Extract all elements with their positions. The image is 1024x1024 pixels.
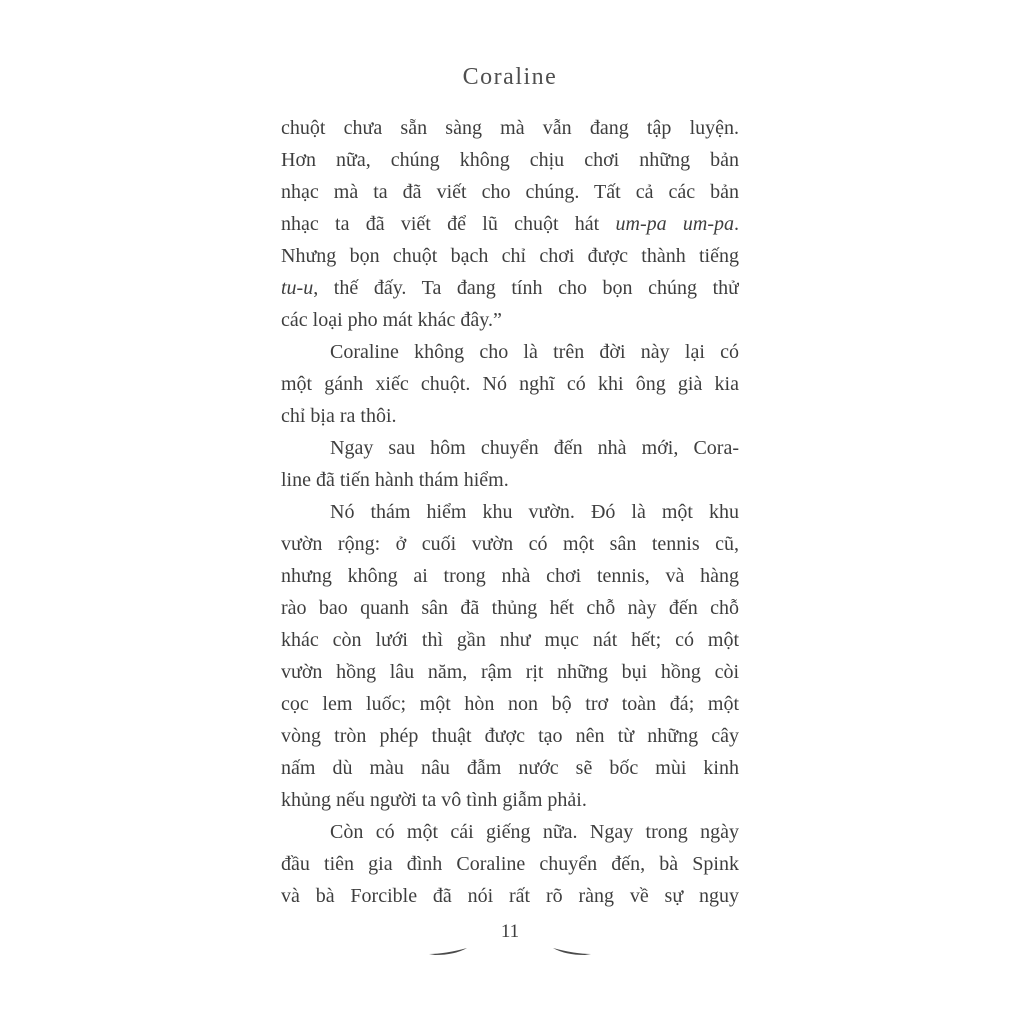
text-line: rào bao quanh sân đã thủng hết chỗ này đến chỗ (281, 597, 739, 619)
running-header: Coraline (462, 64, 558, 90)
text-line: nhạc ta đã viết để lũ chuột hát um-pa um-pa. (281, 213, 739, 235)
text-line: chỉ bịa ra thôi. (281, 405, 397, 427)
text-line: nhạc mà ta đã viết cho chúng. Tất cả các bản (281, 181, 739, 203)
text-line: vườn hồng lâu năm, rậm rịt những bụi hồng còi (281, 661, 739, 683)
text-line: nhưng không ai trong nhà chơi tennis, và hàng (281, 565, 739, 587)
page-number: 11 (500, 921, 520, 942)
text-line: tu-u, thế đấy. Ta đang tính cho bọn chúng thử (281, 277, 739, 299)
flourish-swash-icon (425, 942, 595, 958)
text-line: Còn có một cái giếng nữa. Ngay trong ngày (330, 821, 739, 843)
text-line: Nó thám hiểm khu vườn. Đó là một khu (330, 501, 739, 523)
text-line: Ngay sau hôm chuyển đến nhà mới, Cora- (330, 437, 739, 459)
text-line: nấm dù màu nâu đẫm nước sẽ bốc mùi kinh (281, 757, 739, 779)
text-line: cọc lem luốc; một hòn non bộ trơ toàn đá; một (281, 693, 739, 715)
text-line: Coraline không cho là trên đời này lại có (330, 341, 739, 363)
text-line: Hơn nữa, chúng không chịu chơi những bản (281, 149, 739, 171)
text-line: một gánh xiếc chuột. Nó nghĩ có khi ông già kia (281, 373, 739, 395)
text-line: vòng tròn phép thuật được tạo nên từ những cây (281, 725, 739, 747)
text-line: khác còn lưới thì gần như mục nát hết; có một (281, 629, 739, 651)
text-line: line đã tiến hành thám hiểm. (281, 469, 509, 491)
text-line: vườn rộng: ở cuối vườn có một sân tennis cũ, (281, 533, 739, 555)
page-body-text (281, 112, 739, 912)
flourish-ornament (281, 942, 739, 958)
text-line: chuột chưa sẵn sàng mà vẫn đang tập luyện. (281, 117, 739, 139)
text-line: khủng nếu người ta vô tình giẫm phải. (281, 789, 587, 811)
text-line: Nhưng bọn chuột bạch chỉ chơi được thành tiếng (281, 245, 739, 267)
text-line: các loại pho mát khác đây.” (281, 309, 502, 331)
text-line: và bà Forcible đã nói rất rõ ràng về sự nguy (281, 885, 739, 907)
text-line: đầu tiên gia đình Coraline chuyển đến, bà Spink (281, 853, 739, 875)
